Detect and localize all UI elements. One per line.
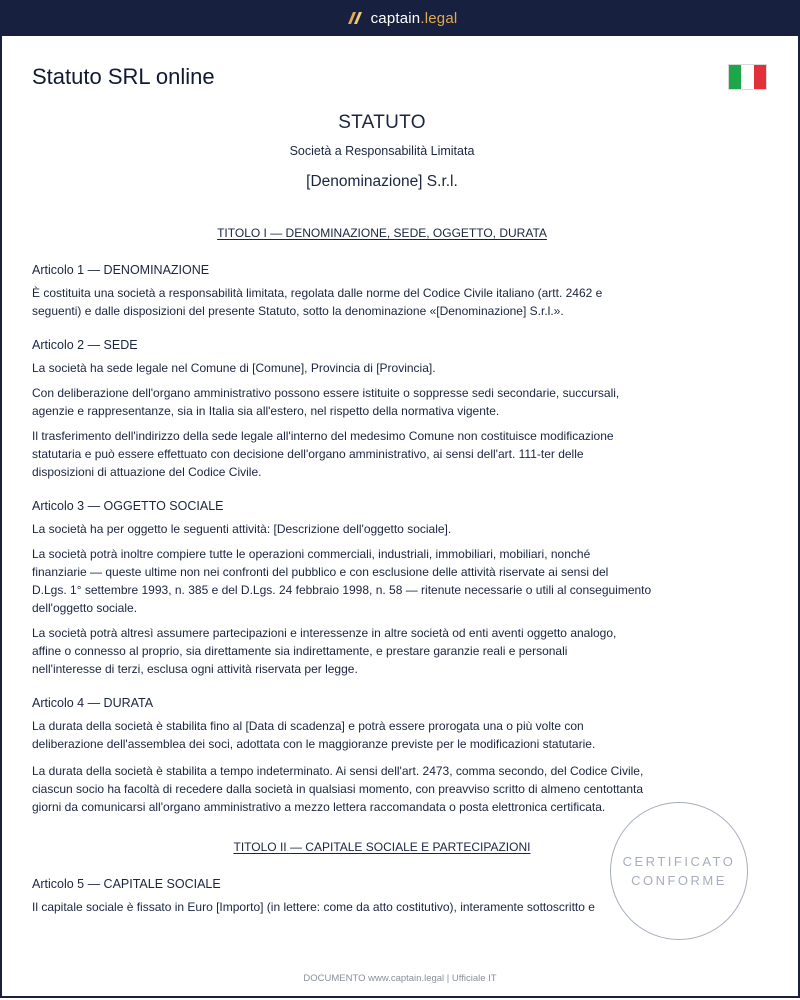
page-title: Statuto SRL online [32,64,215,89]
document-subtitle: Società a Responsabilità Limitata [289,144,475,158]
article-paragraph: La società potrà altresì assumere partecipazioni e interessenze in altre società od enti aventi oggetto analogo, affine o connesso al proprio, sia direttamente sia indirettamente, e prestare garanzie reali e personali nell'interesse di terzi, esclusa ogni attività riservata per legge. [32,626,617,676]
article-heading: Articolo 2 — SEDE [32,338,138,352]
certificate-stamp [610,802,748,940]
article-heading: Articolo 5 — CAPITALE SOCIALE [32,877,221,891]
article-paragraph: È costituita una società a responsabilità limitata, regolata dalle norme del Codice Civile italiano (artt. 2462 e seguenti) e dalle disposizioni del presente Statuto, sotto la denominazione «[Denominazione] S.r.l.». [32,286,603,318]
section-heading-titolo-2: TITOLO II — CAPITALE SOCIALE E PARTECIPAZIONI [233,840,531,854]
article-heading: Articolo 1 — DENOMINAZIONE [32,263,210,277]
section-heading-titolo-1: TITOLO I — DENOMINAZIONE, SEDE, OGGETTO, DURATA [217,226,547,240]
brand[interactable] [343,8,458,28]
article-paragraph: Il capitale sociale è fissato in Euro [Importo] (in lettere: come da atto costitutivo), interamente sottoscritto e [32,900,595,914]
article-paragraph: La società ha per oggetto le seguenti attività: [Descrizione dell'oggetto sociale]. [32,522,452,536]
brand-name: captain.legal [370,9,458,27]
stamp-line-1: CERTIFICATO [622,854,736,869]
article-paragraph: La durata della società è stabilita fino al [Data di scadenza] e potrà essere prorogata una o più volte con deliberazione dell'assemblea dei soci, adottata con le maggioranze previste per le modificazioni statutarie. [32,719,596,751]
article-paragraph: La società ha sede legale nel Comune di [Comune], Provincia di [Provincia]. [32,361,436,375]
italy-flag[interactable] [728,64,767,90]
article-paragraph: Con deliberazione dell'organo amministrativo possono essere istituite o soppresse sedi secondarie, succursali, agenzie e rappresentanze, sia in Italia sia all'estero, nel rispetto della normativa vigente. [32,386,620,418]
brand-tld: .legal [420,9,458,27]
captain-legal-logo-icon [343,8,363,28]
document-title: STATUTO [338,112,426,133]
footer: DOCUMENTO www.captain.legal | Ufficiale IT [303,973,497,984]
stamp-line-2: CONFORME [631,873,727,888]
statute-document [32,110,732,916]
top-bar [0,0,800,36]
article-heading: Articolo 4 — DURATA [32,696,154,710]
article-paragraph: La società potrà inoltre compiere tutte le operazioni commerciali, industriali, immobiliari, mobiliari, nonché finanziarie — queste ultime non nei confronti del pubblico e con esclusione delle attività riservate ai sensi del D.Lgs. 1° settembre 1993, n. 385 e del D.Lgs. 24 febbraio 1998, n. 58 — ritenute necessarie o utili al conseguimento dell'oggetto sociale. [32,547,652,615]
article-paragraph: Il trasferimento dell'indirizzo della sede legale all'interno del medesimo Comune non costituisce modificazione statutaria e può essere effettuato con decisione dell'organo amministrativo, ai sensi dell'art. 111-ter delle disposizioni di attuazione del Codice Civile. [32,429,614,479]
article-heading: Articolo 3 — OGGETTO SOCIALE [32,499,224,513]
company-name: [Denominazione] S.r.l. [306,173,458,190]
article-paragraph: La durata della società è stabilita a tempo indeterminato. Ai sensi dell'art. 2473, comma secondo, del Codice Civile, ciascun socio ha facoltà di recedere dalla società in qualsiasi momento, con preavviso scritto di almeno centottanta giorni da comunicarsi all'organo amministrativo a mezzo lettera raccomandata o posta elettronica certificata. [32,764,644,814]
